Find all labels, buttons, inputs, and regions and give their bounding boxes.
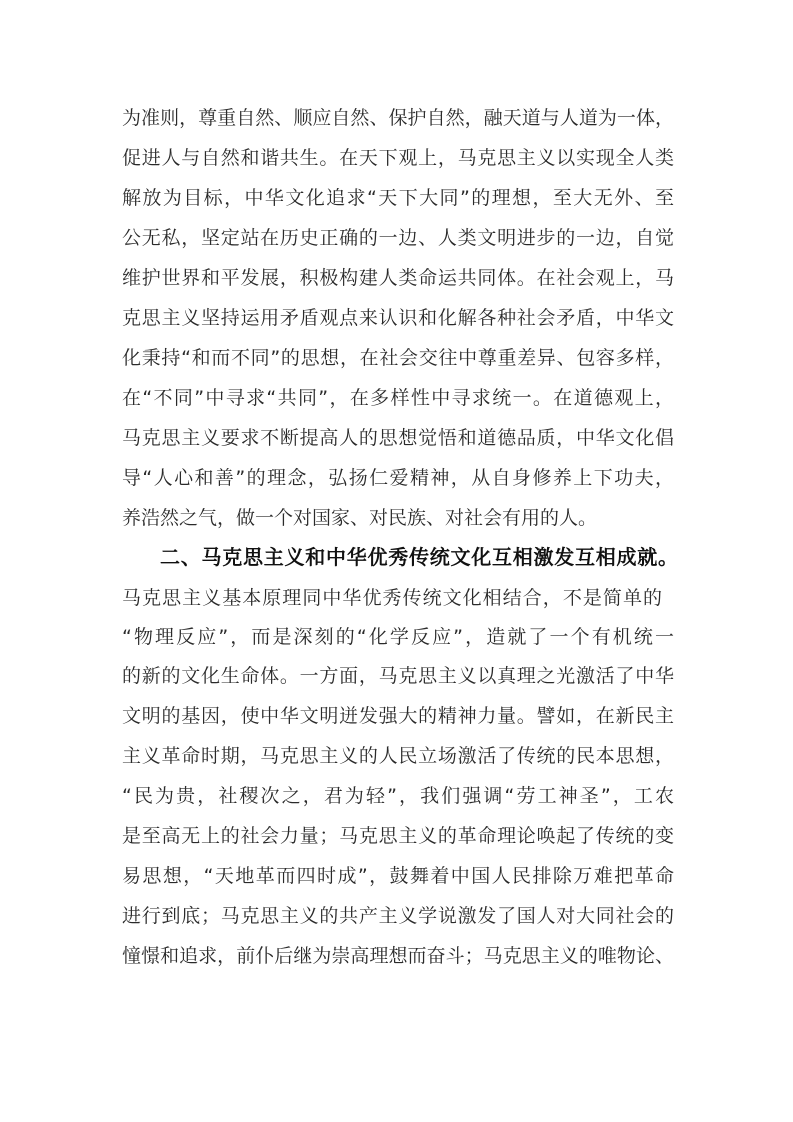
body-text-line: 马克思主义基本原理同中华优秀传统文化相结合，不是简单的	[122, 587, 662, 609]
body-text-line: 易思想，“天地革而四时成”，鼓舞着中国人民排除万难把革命	[122, 865, 674, 887]
body-text-line: 维护世界和平发展，积极构建人类命运共同体。在社会观上，马	[122, 267, 674, 289]
body-text-line: 的新的文化生命体。一方面，马克思主义以真理之光激活了中华	[122, 665, 674, 687]
body-text-line: 进行到底；马克思主义的共产主义学说激发了国人对大同社会的	[122, 905, 674, 927]
body-text-line: 促进人与自然和谐共生。在天下观上，马克思主义以实现全人类	[122, 147, 674, 169]
body-text-line: 憧憬和追求，前仆后继为崇高理想而奋斗；马克思主义的唯物论、	[122, 945, 674, 967]
body-text-line: 文明的基因，使中华文明迸发强大的精神力量。譬如，在新民主	[122, 705, 674, 727]
body-text-line: 化秉持“和而不同”的思想，在社会交往中尊重差异、包容多样，	[122, 347, 674, 369]
body-text-line: 马克思主义要求不断提高人的思想觉悟和道德品质，中华文化倡	[122, 427, 674, 449]
body-text-line: “物理反应”，而是深刻的“化学反应”，造就了一个有机统一	[122, 626, 674, 648]
body-text-line: “民为贵，社稷次之，君为轻”，我们强调“劳工神圣”，工农	[122, 785, 674, 807]
body-text-line: 导“人心和善”的理念，弘扬仁爱精神，从自身修养上下功夫，	[122, 467, 674, 489]
section-heading: 二、马克思主义和中华优秀传统文化互相激发互相成就。	[160, 545, 678, 569]
body-text-line: 主义革命时期，马克思主义的人民立场激活了传统的民本思想，	[122, 745, 674, 767]
body-text-line: 在“不同”中寻求“共同”，在多样性中寻求统一。在道德观上，	[122, 387, 674, 409]
body-text-line: 是至高无上的社会力量；马克思主义的革命理论唤起了传统的变	[122, 825, 674, 847]
body-text-line: 克思主义坚持运用矛盾观点来认识和化解各种社会矛盾，中华文	[122, 307, 674, 329]
body-text-line: 为准则，尊重自然、顺应自然、保护自然，融天道与人道为一体，	[122, 107, 674, 129]
body-text-line: 养浩然之气，做一个对国家、对民族、对社会有用的人。	[122, 507, 598, 529]
body-text-line: 解放为目标，中华文化追求“天下大同”的理想，至大无外、至	[122, 187, 674, 209]
body-text-line: 公无私，坚定站在历史正确的一边、人类文明进步的一边，自觉	[122, 227, 674, 249]
